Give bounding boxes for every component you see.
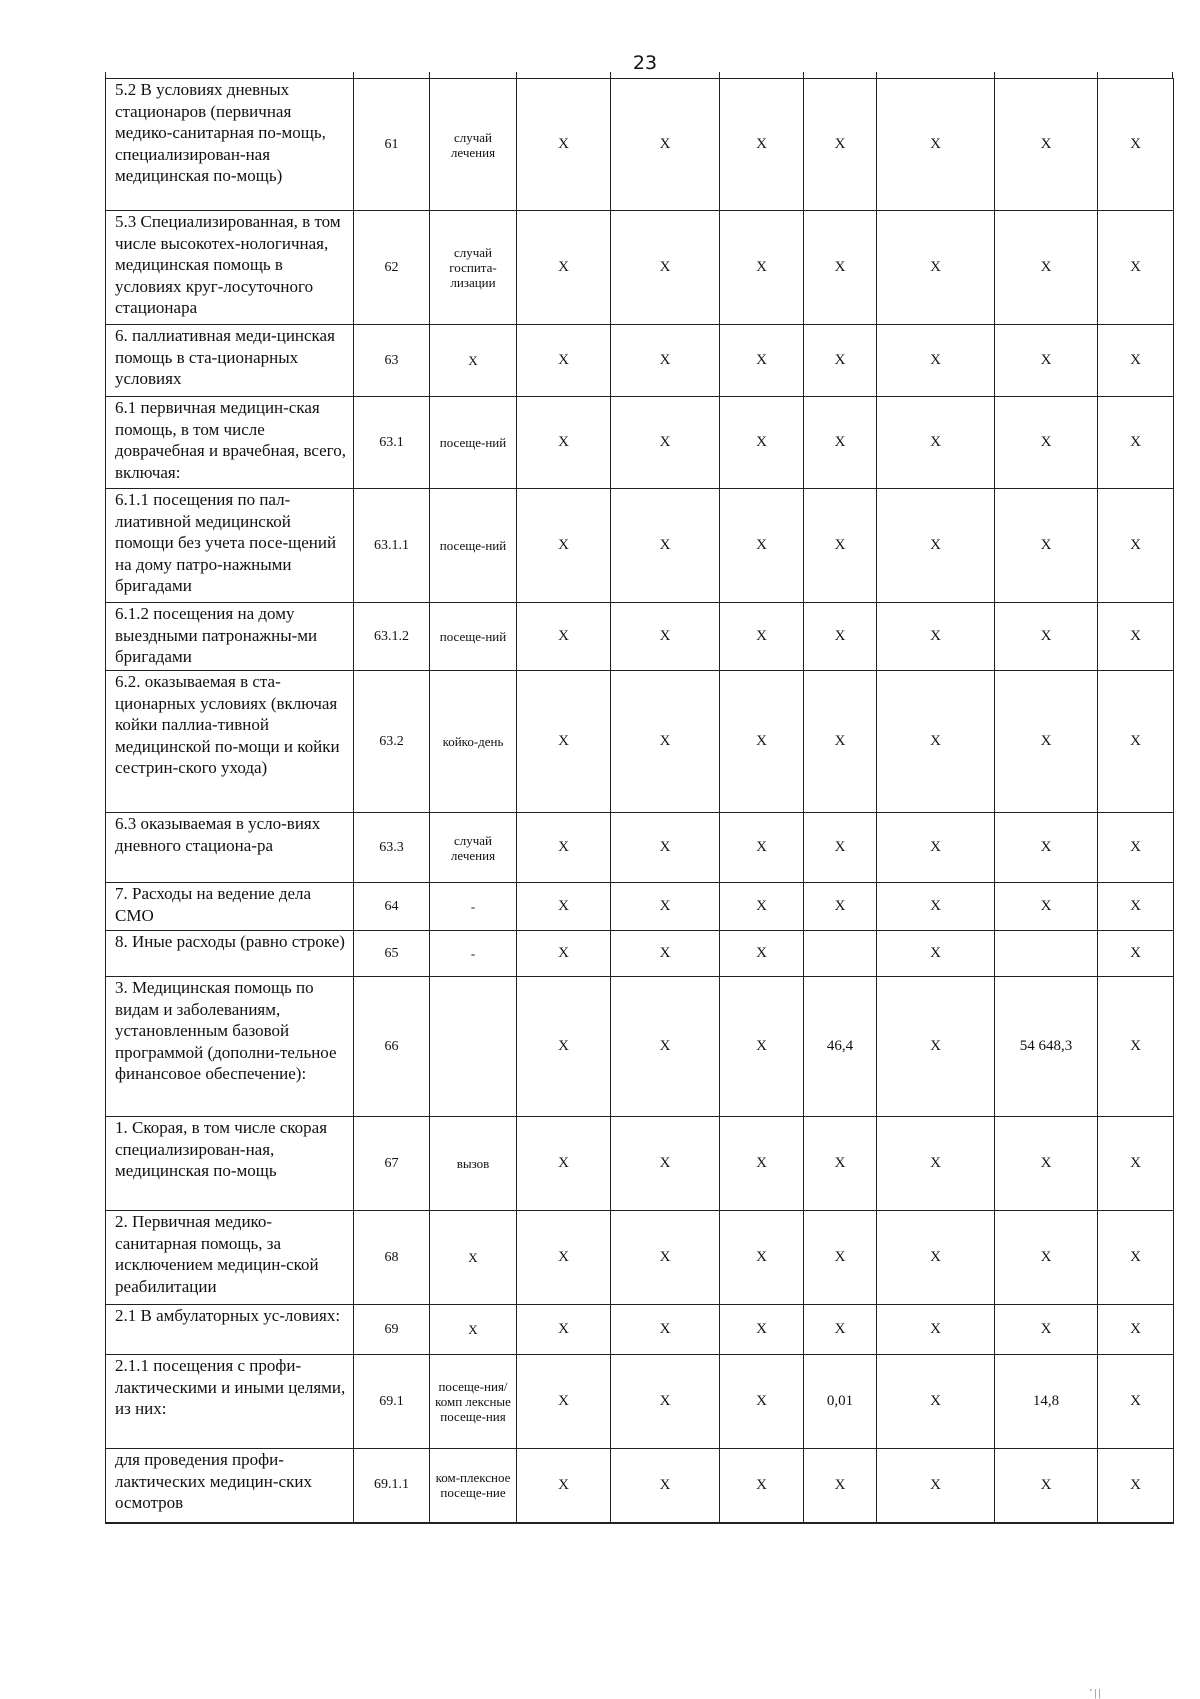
page-number: 23: [632, 52, 658, 74]
row-name-cell: 5.2 В условиях дневных стационаров (первичная медико-санитарная по-мощь, специализирован-ная медицинская по-мощь): [106, 79, 354, 211]
row-code-cell: 62: [354, 211, 430, 325]
value-cell: X: [517, 211, 611, 325]
value-cell: X: [877, 1305, 995, 1355]
row-name-cell: 8. Иные расходы (равно строке): [106, 931, 354, 977]
value-cell: X: [1098, 813, 1174, 883]
value-cell: X: [517, 931, 611, 977]
value-cell: X: [611, 1449, 720, 1523]
table-row: [106, 1449, 1174, 1523]
value-cell: X: [1098, 1355, 1174, 1449]
row-unit-cell: X: [430, 325, 517, 397]
value-cell: X: [804, 489, 877, 603]
row-code-cell: 67: [354, 1117, 430, 1211]
value-cell: X: [995, 671, 1098, 813]
row-name-cell: для проведения профи-лактических медицин-ских осмотров: [106, 1449, 354, 1523]
value-cell: [804, 931, 877, 977]
value-cell: X: [995, 1305, 1098, 1355]
value-cell: X: [1098, 977, 1174, 1117]
value-cell: X: [720, 79, 804, 211]
row-name-cell: 2. Первичная медико-санитарная помощь, за исключением медицин-ской реабилитации: [106, 1211, 354, 1305]
row-unit-cell: вызов: [430, 1117, 517, 1211]
table-row: [106, 489, 1174, 603]
value-cell: X: [517, 1449, 611, 1523]
row-name-cell: 6. паллиативная меди-цинская помощь в ста-ционарных условиях: [106, 325, 354, 397]
value-cell: X: [720, 1117, 804, 1211]
row-name-cell: 6.1 первичная медицин-ская помощь, в том числе доврачебная и врачебная, всего, включая:: [106, 397, 354, 489]
value-cell: X: [611, 1305, 720, 1355]
value-cell: X: [720, 325, 804, 397]
value-cell: X: [517, 883, 611, 931]
table-row: [106, 977, 1174, 1117]
scan-artifact: ' | |: [1090, 1688, 1101, 1699]
row-unit-cell: X: [430, 1305, 517, 1355]
row-code-cell: 61: [354, 79, 430, 211]
value-cell: X: [804, 79, 877, 211]
value-cell: X: [804, 1449, 877, 1523]
value-cell: X: [1098, 671, 1174, 813]
value-cell: X: [877, 883, 995, 931]
value-cell: X: [611, 211, 720, 325]
value-cell: X: [517, 1211, 611, 1305]
value-cell: X: [1098, 489, 1174, 603]
row-code-cell: 69: [354, 1305, 430, 1355]
table-row: [106, 931, 1174, 977]
value-cell: X: [877, 1355, 995, 1449]
row-unit-cell: случай госпита-лизации: [430, 211, 517, 325]
value-cell: X: [720, 883, 804, 931]
table-row: [106, 671, 1174, 813]
value-cell: X: [611, 1211, 720, 1305]
value-cell: X: [1098, 1305, 1174, 1355]
row-unit-cell: посеще-ния/комп лексные посеще-ния: [430, 1355, 517, 1449]
value-cell: X: [720, 671, 804, 813]
row-unit-cell: случай лечения: [430, 813, 517, 883]
row-name-cell: 7. Расходы на ведение дела СМО: [106, 883, 354, 931]
row-unit-cell: посеще-ний: [430, 489, 517, 603]
row-code-cell: 63.1: [354, 397, 430, 489]
table-row: [106, 1117, 1174, 1211]
value-cell: X: [877, 79, 995, 211]
value-cell: X: [877, 931, 995, 977]
value-cell: X: [995, 211, 1098, 325]
row-name-cell: 6.1.1 посещения по пал-лиативной медицинской помощи без учета посе-щений на дому патро-нажными бригадами: [106, 489, 354, 603]
value-cell: X: [995, 397, 1098, 489]
value-cell: X: [517, 977, 611, 1117]
table-row: [106, 325, 1174, 397]
value-cell: X: [804, 671, 877, 813]
value-cell: X: [804, 1117, 877, 1211]
value-cell: X: [877, 813, 995, 883]
row-name-cell: 6.1.2 посещения на дому выездными патронажны-ми бригадами: [106, 603, 354, 671]
value-cell: X: [804, 813, 877, 883]
value-cell: X: [720, 1305, 804, 1355]
value-cell: X: [877, 325, 995, 397]
value-cell: X: [877, 977, 995, 1117]
row-unit-cell: -: [430, 883, 517, 931]
row-code-cell: 63.3: [354, 813, 430, 883]
row-code-cell: 68: [354, 1211, 430, 1305]
value-cell: 0,01: [804, 1355, 877, 1449]
value-cell: X: [877, 603, 995, 671]
row-code-cell: 69.1: [354, 1355, 430, 1449]
value-cell: X: [720, 813, 804, 883]
row-code-cell: 65: [354, 931, 430, 977]
value-cell: X: [517, 1305, 611, 1355]
value-cell: X: [1098, 603, 1174, 671]
value-cell: X: [995, 603, 1098, 671]
table-row: [106, 211, 1174, 325]
row-name-cell: 1. Скорая, в том числе скорая специализирован-ная, медицинская по-мощь: [106, 1117, 354, 1211]
value-cell: X: [611, 1355, 720, 1449]
row-name-cell: 2.1.1 посещения с профи-лактическими и иными целями, из них:: [106, 1355, 354, 1449]
value-cell: X: [517, 1355, 611, 1449]
value-cell: 46,4: [804, 977, 877, 1117]
value-cell: X: [517, 671, 611, 813]
value-cell: X: [1098, 883, 1174, 931]
value-cell: X: [611, 813, 720, 883]
row-unit-cell: [430, 977, 517, 1117]
value-cell: X: [1098, 211, 1174, 325]
value-cell: X: [995, 813, 1098, 883]
value-cell: X: [517, 1117, 611, 1211]
value-cell: X: [611, 1117, 720, 1211]
value-cell: X: [517, 813, 611, 883]
value-cell: X: [611, 489, 720, 603]
value-cell: X: [1098, 1211, 1174, 1305]
value-cell: X: [804, 883, 877, 931]
value-cell: X: [995, 1117, 1098, 1211]
value-cell: X: [517, 603, 611, 671]
value-cell: X: [804, 397, 877, 489]
value-cell: X: [720, 931, 804, 977]
value-cell: 14,8: [995, 1355, 1098, 1449]
table-row: [106, 1211, 1174, 1305]
table-row: [106, 79, 1174, 211]
value-cell: X: [720, 1355, 804, 1449]
row-unit-cell: посеще-ний: [430, 603, 517, 671]
value-cell: X: [995, 883, 1098, 931]
value-cell: X: [804, 325, 877, 397]
value-cell: [995, 931, 1098, 977]
value-cell: X: [720, 1449, 804, 1523]
value-cell: X: [1098, 79, 1174, 211]
value-cell: X: [720, 211, 804, 325]
value-cell: X: [877, 1211, 995, 1305]
row-code-cell: 63.2: [354, 671, 430, 813]
value-cell: X: [877, 211, 995, 325]
row-unit-cell: случай лечения: [430, 79, 517, 211]
table-row: [106, 813, 1174, 883]
value-cell: X: [804, 1305, 877, 1355]
value-cell: X: [611, 671, 720, 813]
value-cell: X: [720, 603, 804, 671]
value-cell: X: [1098, 1449, 1174, 1523]
value-cell: X: [804, 1211, 877, 1305]
value-cell: X: [995, 489, 1098, 603]
value-cell: X: [877, 397, 995, 489]
value-cell: X: [611, 603, 720, 671]
value-cell: X: [517, 325, 611, 397]
value-cell: X: [804, 603, 877, 671]
row-code-cell: 63.1.2: [354, 603, 430, 671]
value-cell: X: [611, 931, 720, 977]
row-code-cell: 64: [354, 883, 430, 931]
row-name-cell: 5.3 Специализированная, в том числе высокотех-нологичная, медицинская помощь в условиях круг-лосуточного стационара: [106, 211, 354, 325]
value-cell: X: [1098, 325, 1174, 397]
value-cell: X: [1098, 397, 1174, 489]
table-row: [106, 603, 1174, 671]
row-name-cell: 3. Медицинская помощь по видам и заболеваниям, установленным базовой программой (дополни-тельное финансовое обеспечение):: [106, 977, 354, 1117]
value-cell: X: [611, 883, 720, 931]
row-code-cell: 69.1.1: [354, 1449, 430, 1523]
value-cell: X: [1098, 1117, 1174, 1211]
value-cell: X: [995, 325, 1098, 397]
table-row: [106, 397, 1174, 489]
table-row: [106, 1355, 1174, 1449]
value-cell: X: [877, 671, 995, 813]
value-cell: X: [1098, 931, 1174, 977]
value-cell: X: [720, 977, 804, 1117]
row-unit-cell: посеще-ний: [430, 397, 517, 489]
data-table: [105, 78, 1174, 1524]
row-unit-cell: койко-день: [430, 671, 517, 813]
value-cell: X: [611, 397, 720, 489]
value-cell: X: [720, 1211, 804, 1305]
value-cell: X: [517, 79, 611, 211]
row-code-cell: 66: [354, 977, 430, 1117]
value-cell: X: [611, 977, 720, 1117]
value-cell: X: [517, 489, 611, 603]
value-cell: X: [611, 79, 720, 211]
value-cell: X: [877, 1117, 995, 1211]
value-cell: X: [804, 211, 877, 325]
value-cell: X: [877, 489, 995, 603]
row-unit-cell: X: [430, 1211, 517, 1305]
value-cell: X: [995, 1449, 1098, 1523]
value-cell: X: [995, 1211, 1098, 1305]
value-cell: X: [720, 489, 804, 603]
row-unit-cell: -: [430, 931, 517, 977]
row-code-cell: 63.1.1: [354, 489, 430, 603]
value-cell: X: [517, 397, 611, 489]
value-cell: X: [877, 1449, 995, 1523]
value-cell: 54 648,3: [995, 977, 1098, 1117]
row-name-cell: 6.2. оказываемая в ста-ционарных условиях (включая койки паллиа-тивной медицинской по-мощи и койки сестрин-ского ухода): [106, 671, 354, 813]
row-unit-cell: ком-плексное посеще-ние: [430, 1449, 517, 1523]
table-row: [106, 1305, 1174, 1355]
value-cell: X: [995, 79, 1098, 211]
row-code-cell: 63: [354, 325, 430, 397]
value-cell: X: [611, 325, 720, 397]
table-row: [106, 883, 1174, 931]
value-cell: X: [720, 397, 804, 489]
row-name-cell: 2.1 В амбулаторных ус-ловиях:: [106, 1305, 354, 1355]
row-name-cell: 6.3 оказываемая в усло-виях дневного стациона-ра: [106, 813, 354, 883]
